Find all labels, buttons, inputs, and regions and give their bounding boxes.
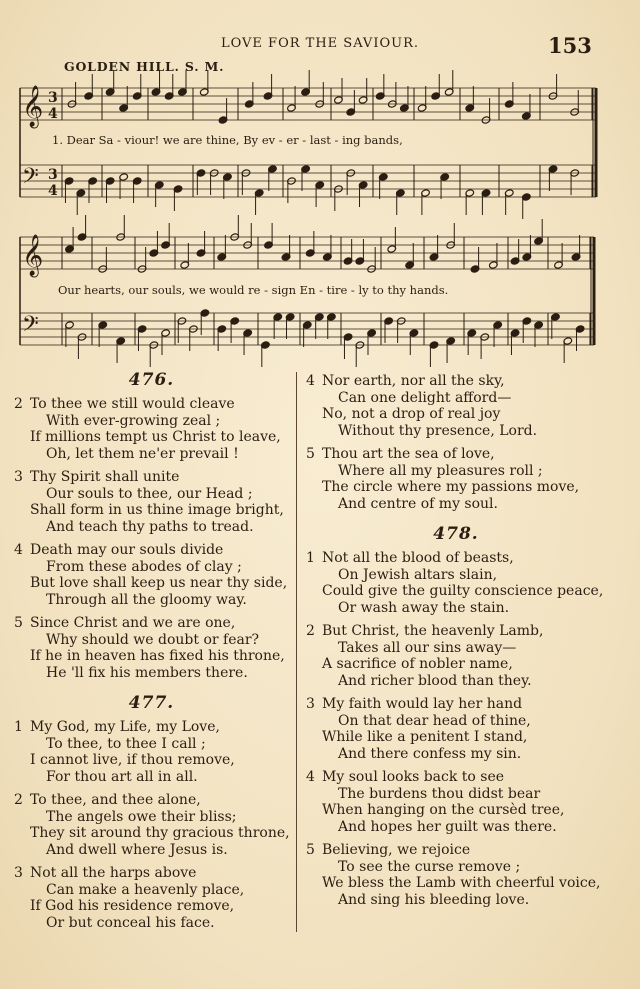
verse-line: On that dear head of thine,: [338, 712, 531, 729]
right-column: [306, 368, 606, 915]
hymn-478: [306, 524, 606, 908]
verse-line: A sacrifice of nobler name,: [322, 656, 513, 672]
verse-line: I cannot live, if thou remove,: [30, 752, 235, 768]
verse-line: Believing, we rejoice: [322, 842, 471, 858]
verse-line: If he in heaven has fixed his throne,: [30, 648, 285, 664]
stanza: [14, 615, 289, 681]
verse-line: And teach thy paths to tread.: [46, 518, 254, 535]
verse-line: Not all the blood of beasts,: [322, 550, 514, 566]
treble-clef-icon: 𝄞: [22, 235, 44, 276]
hymn-number: 476.: [128, 370, 175, 390]
verse-line: Our souls to thee, our Head ;: [46, 485, 253, 502]
stanza: [306, 550, 606, 616]
verse-line: If millions tempt us Christ to leave,: [30, 429, 281, 445]
stanza-number: 3: [306, 696, 315, 712]
verse-line: With ever-growing zeal ;: [46, 412, 221, 429]
verse-line: And sing his bleeding love.: [338, 891, 530, 908]
time-signature-icon: 3: [48, 167, 58, 183]
stanza: [14, 469, 289, 535]
verse-line: We bless the Lamb with cheerful voice,: [322, 875, 601, 891]
verse-line: My faith would lay her hand: [322, 696, 523, 712]
lyric-line-2: Our hearts, our souls, we would re - sign En - tire - ly to thy hands.: [58, 283, 449, 297]
verse-line: To thee we still would cleave: [30, 396, 235, 412]
verse-line: Or wash away the stain.: [338, 599, 510, 616]
stanza-number: 2: [14, 792, 23, 808]
stanza: [306, 446, 606, 512]
verse-line: He 'll fix his members there.: [46, 664, 248, 681]
verse-line: While like a penitent I stand,: [322, 729, 528, 745]
tune-name: GOLDEN HILL. S. M.: [64, 59, 225, 74]
stanza-number: 5: [306, 446, 315, 462]
verse-line: The burdens thou didst bear: [338, 785, 541, 802]
verse-line: And richer blood than they.: [338, 672, 532, 689]
hymn-number: 477.: [128, 693, 175, 713]
verse-line: Nor earth, nor all the sky,: [322, 373, 505, 389]
verse-line: But love shall keep us near thy side,: [30, 575, 288, 591]
verse-line: Death may our souls divide: [30, 542, 224, 558]
verse-line: Can make a heavenly place,: [46, 881, 245, 898]
bass-clef-icon: 𝄢: [22, 164, 39, 194]
verse-line: To see the curse remove ;: [338, 858, 521, 875]
verse-line: Thou art the sea of love,: [322, 446, 495, 462]
column-divider: [296, 372, 297, 932]
hymn-477: [14, 693, 289, 931]
time-signature-icon: 4: [48, 106, 58, 122]
verse-line: My soul looks back to see: [322, 769, 505, 785]
hymn-476: [14, 370, 289, 681]
verse-line: Or but conceal his face.: [46, 914, 215, 931]
stanza: [306, 769, 606, 835]
verse-line: On Jewish altars slain,: [338, 566, 498, 583]
stanza-number: 2: [14, 396, 23, 412]
verse-line: Where all my pleasures roll ;: [338, 462, 543, 479]
verse-line: Can one delight afford—: [338, 389, 512, 406]
verse-line: Without thy presence, Lord.: [338, 422, 538, 439]
verse-line: For thou art all in all.: [46, 768, 198, 785]
verse-line: Takes all our sins away—: [338, 639, 517, 656]
stanza: [14, 792, 289, 858]
verse-line: To thee, and thee alone,: [30, 792, 201, 808]
left-column: [14, 368, 289, 938]
verse-line: My God, my Life, my Love,: [30, 719, 220, 735]
verse-line: If God his residence remove,: [30, 898, 235, 914]
stanza: [306, 373, 606, 439]
bass-clef-icon: 𝄢: [22, 312, 39, 342]
stanza-number: 5: [306, 842, 315, 858]
verse-line: And hopes her guilt was there.: [338, 818, 557, 835]
time-signature-icon: 3: [48, 90, 58, 106]
running-header: LOVE FOR THE SAVIOUR.: [220, 36, 419, 51]
stanza-number: 1: [14, 719, 23, 735]
verse-line: And centre of my soul.: [338, 495, 498, 512]
verse-line: Not all the harps above: [30, 865, 197, 881]
stanza-number: 1: [306, 550, 315, 566]
stanza-number: 4: [306, 769, 315, 785]
stanza-number: 3: [14, 865, 23, 881]
stanza: [306, 842, 606, 908]
verse-line: They sit around thy gracious throne,: [30, 825, 290, 841]
verse-line: But Christ, the heavenly Lamb,: [322, 623, 544, 639]
stanza: [14, 719, 289, 785]
stanza-number: 5: [14, 615, 23, 631]
verse-line: Why should we doubt or fear?: [46, 631, 260, 648]
verse-line: Shall form in us thine image bright,: [30, 502, 284, 518]
hymn-number: 478.: [433, 524, 479, 544]
lyric-line-1: 1. Dear Sa - viour! we are thine, By ev - er - last - ing bands,: [52, 133, 403, 147]
verse-line: And dwell where Jesus is.: [46, 841, 228, 858]
verse-line: Thy Spirit shall unite: [30, 469, 180, 485]
stanza-number: 2: [306, 623, 315, 639]
treble-clef-icon: 𝄞: [22, 86, 44, 127]
stanza-number: 3: [14, 469, 23, 485]
stanza: [306, 696, 606, 762]
music-score: [0, 0, 640, 370]
page-number: 153: [548, 33, 592, 58]
verse-line: Could give the guilty conscience peace,: [322, 583, 604, 599]
verse-line: Oh, let them ne'er prevail !: [46, 445, 239, 462]
verse-line: To thee, to thee I call ;: [46, 735, 206, 752]
verse-line: The angels owe their bliss;: [46, 808, 237, 825]
stanza-number: 4: [306, 373, 315, 389]
verse-line: When hanging on the cursèd tree,: [322, 802, 565, 818]
stanza: [14, 542, 289, 608]
stanza-number: 4: [14, 542, 23, 558]
stanza: [14, 865, 289, 931]
time-signature-icon: 4: [48, 183, 58, 199]
hymn-477-continued: [306, 373, 606, 512]
verse-line: From these abodes of clay ;: [46, 558, 242, 575]
verse-line: No, not a drop of real joy: [322, 406, 501, 422]
verse-line: And there confess my sin.: [338, 745, 522, 762]
stanza: [306, 623, 606, 689]
verse-line: Since Christ and we are one,: [30, 615, 236, 631]
verse-line: Through all the gloomy way.: [46, 591, 247, 608]
verse-line: The circle where my passions move,: [322, 479, 580, 495]
stanza: [14, 396, 289, 462]
